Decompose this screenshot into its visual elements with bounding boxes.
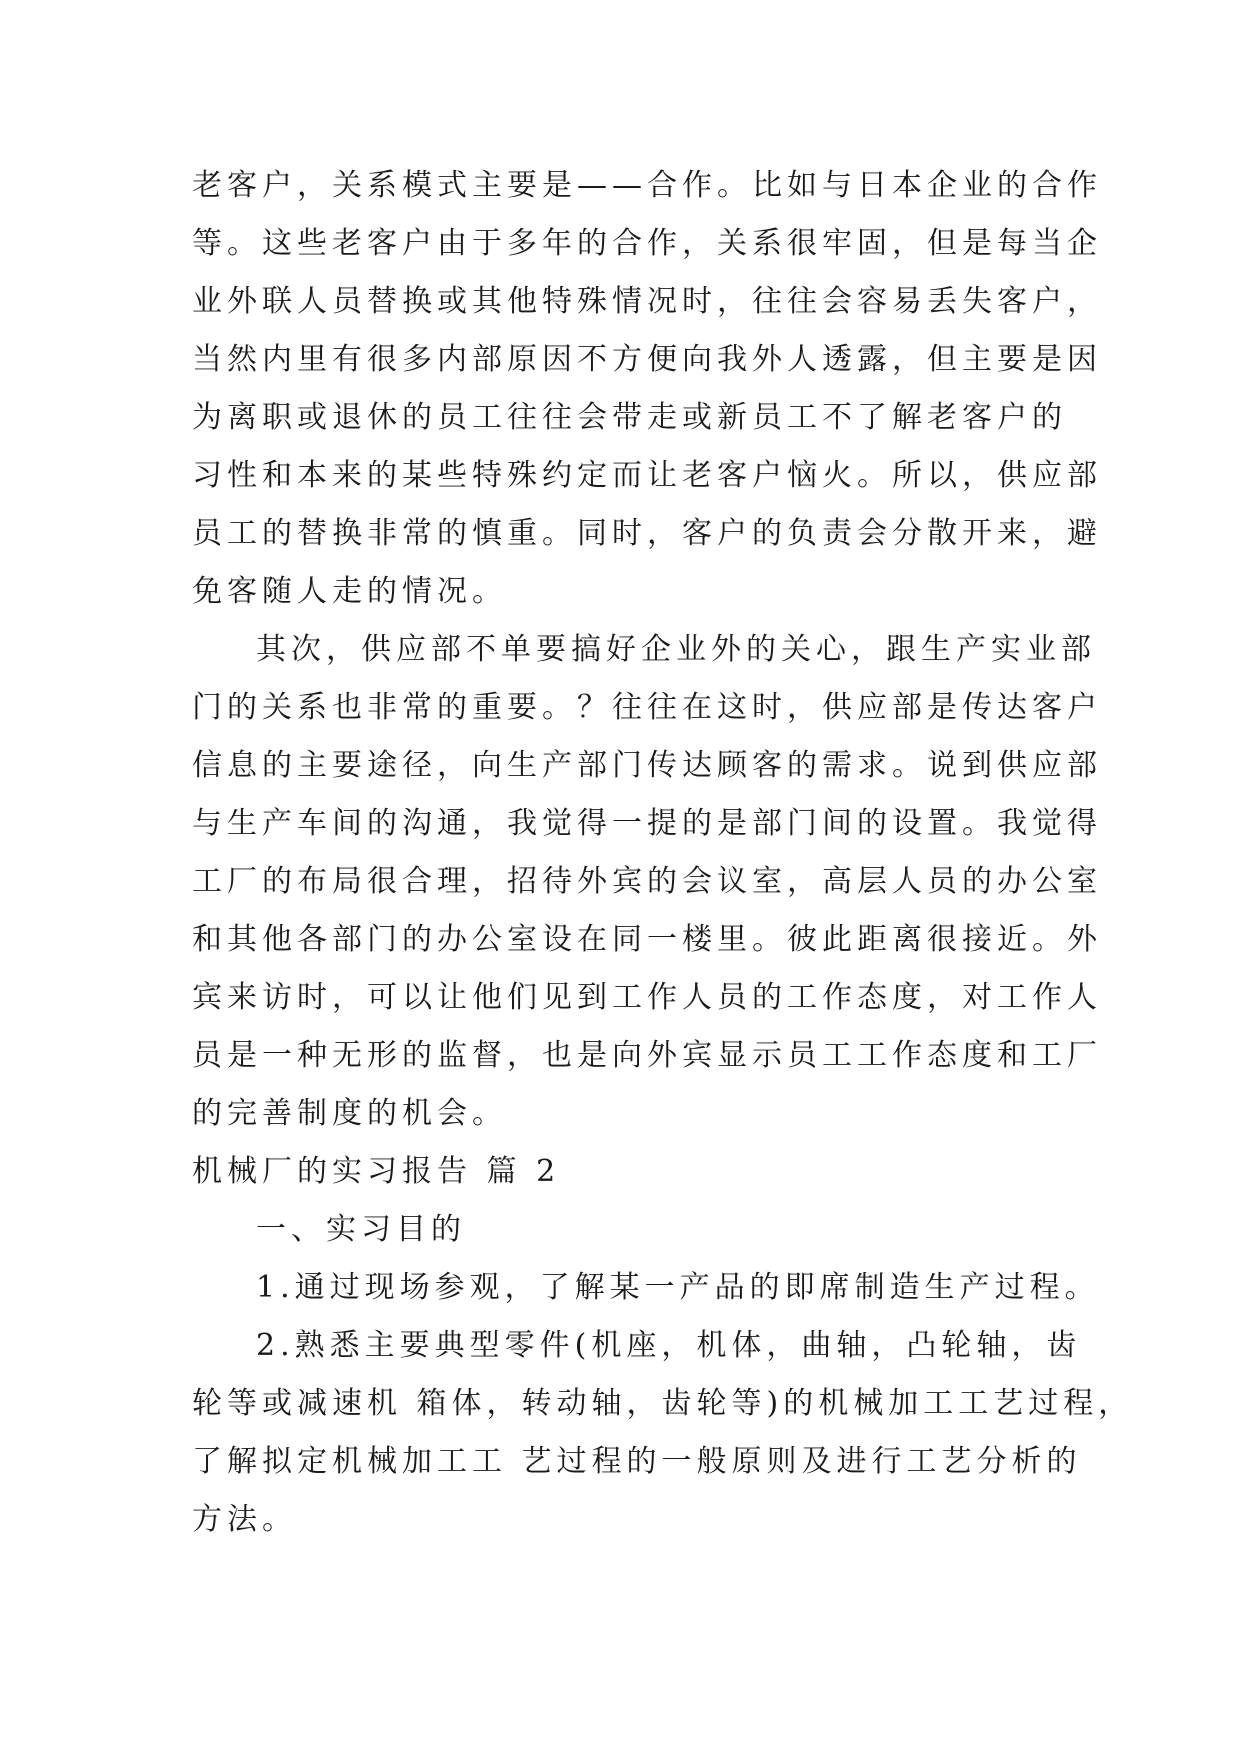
list-item: 1.通过现场参观，了解某一产品的即席制造生产过程。 [256, 1270, 1100, 1305]
paragraph-line: 为离职或退休的员工往往会带走或新员工不了解老客户的 [192, 400, 1067, 435]
paragraph-line: 等。这些老客户由于多年的合作，关系很牢固，但是每当企 [192, 226, 1102, 261]
paragraph-line: 其次，供应部不单要搞好企业外的关心，跟生产实业部 [256, 632, 1096, 667]
paragraph-line: 方法。 [192, 1502, 297, 1537]
paragraph-line: 免客随人走的情况。 [192, 574, 507, 609]
paragraph-line: 习性和本来的某些特殊约定而让老客户恼火。所以，供应部 [192, 458, 1102, 493]
paragraph-line: 当然内里有很多内部原因不方便向我外人透露，但主要是因 [192, 342, 1102, 377]
paragraph-line: 了解拟定机械加工工 艺过程的一般原则及进行工艺分析的 [192, 1444, 1082, 1479]
paragraph-line: 轮等或减速机 箱体，转动轴，齿轮等)的机械加工工艺过程， [192, 1386, 1134, 1421]
paragraph-line: 门的关系也非常的重要。？往往在这时，供应部是传达客户 [192, 690, 1102, 725]
paragraph-line: 员是一种无形的监督，也是向外宾显示员工工作态度和工厂 [192, 1038, 1102, 1073]
paragraph-line: 宾来访时，可以让他们见到工作人员的工作态度，对工作人 [192, 980, 1102, 1015]
paragraph-line: 与生产车间的沟通，我觉得一提的是部门间的设置。我觉得 [192, 806, 1102, 841]
list-item: 2.熟悉主要典型零件(机座，机体，曲轴，凸轮轴，齿 [256, 1328, 1082, 1363]
paragraph-line: 工厂的布局很合理，招待外宾的会议室，高层人员的办公室 [192, 864, 1102, 899]
paragraph-line: 老客户，关系模式主要是——合作。比如与日本企业的合作 [192, 168, 1102, 203]
paragraph-line: 信息的主要途径，向生产部门传达顾客的需求。说到供应部 [192, 748, 1102, 783]
paragraph-line: 业外联人员替换或其他特殊情况时，往往会容易丢失客户， [192, 284, 1102, 319]
subsection-heading: 一、实习目的 [256, 1212, 466, 1247]
paragraph-line: 的完善制度的机会。 [192, 1096, 507, 1131]
paragraph-line: 和其他各部门的办公室设在同一楼里。彼此距离很接近。外 [192, 922, 1102, 957]
paragraph-line: 员工的替换非常的慎重。同时，客户的负责会分散开来，避 [192, 516, 1102, 551]
section-heading: 机械厂的实习报告 篇 2 [192, 1154, 561, 1189]
